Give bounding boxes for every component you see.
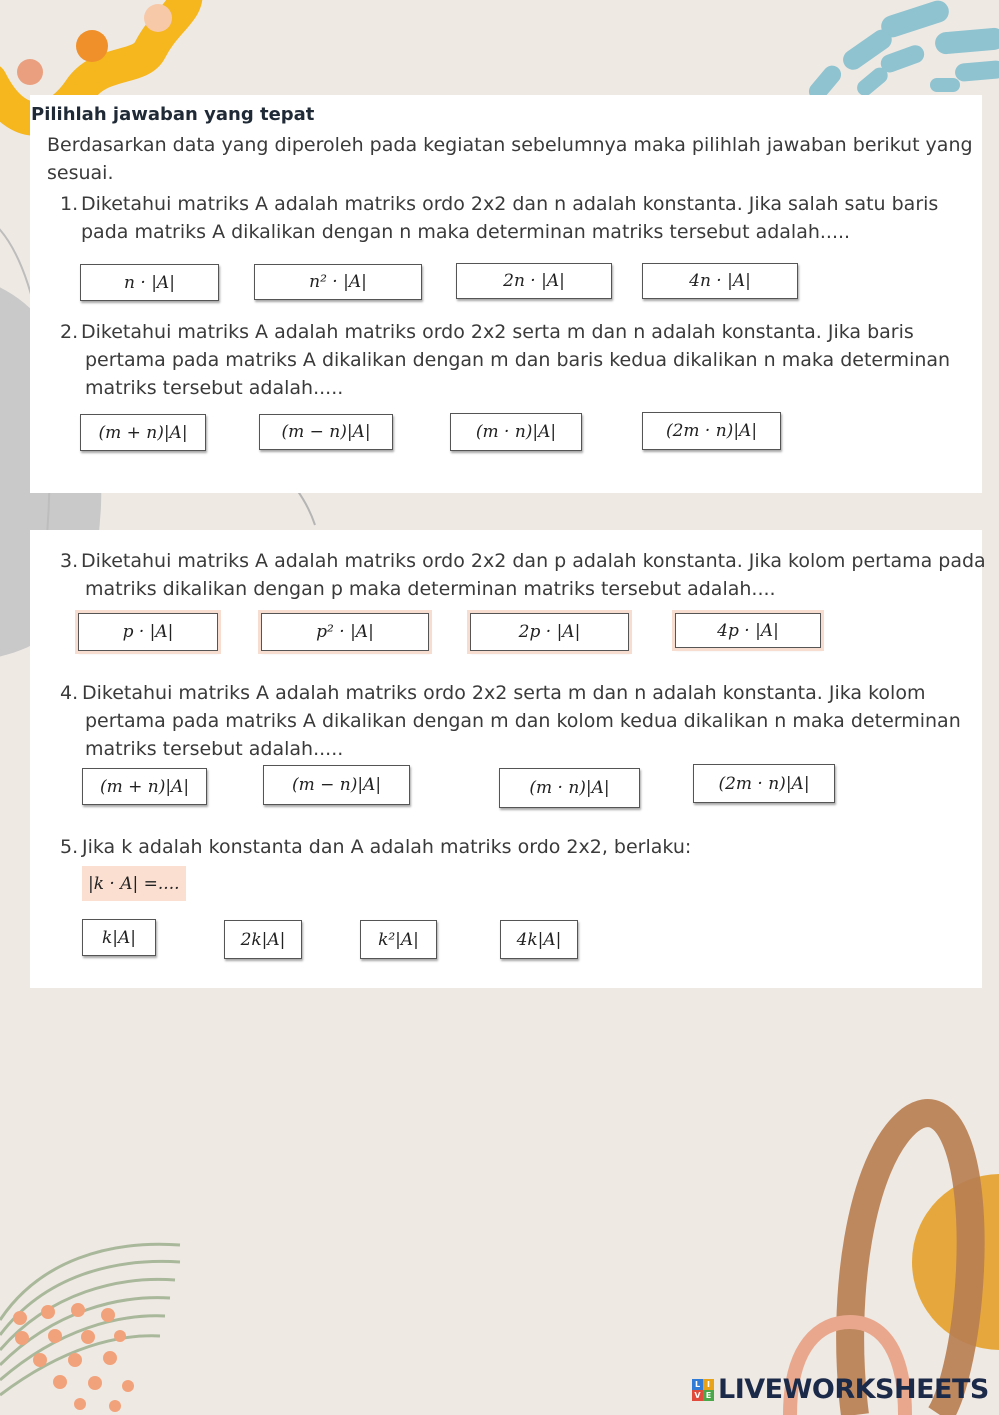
question-2-number: 2.: [60, 321, 79, 343]
blue-strokes-decoration: [805, 0, 999, 104]
question-3-number: 3.: [60, 550, 79, 572]
question-4-line-2: pertama pada matriks A dikalikan dengan m dan kolom kedua dikalikan n maka determinan: [85, 710, 961, 732]
q5-option-a[interactable]: k|A|: [82, 919, 156, 956]
q5-option-b[interactable]: 2k|A|: [224, 920, 302, 959]
intro-line-1: Berdasarkan data yang diperoleh pada kegiatan sebelumnya maka pilihlah jawaban berikut yang: [47, 134, 973, 156]
question-4-line-1: Diketahui matriks A adalah matriks ordo 2x2 serta m dan n adalah konstanta. Jika kolom: [82, 682, 926, 704]
question-5-formula: |k · A| =....: [82, 866, 186, 901]
page-title: Pilihlah jawaban yang tepat: [31, 104, 315, 125]
q4-option-c[interactable]: (m · n)|A|: [499, 768, 640, 808]
q3-option-b[interactable]: p² · |A|: [261, 613, 429, 651]
q1-option-c[interactable]: 2n · |A|: [456, 263, 612, 299]
question-4-number: 4.: [60, 682, 79, 704]
q3-option-c[interactable]: 2p · |A|: [470, 613, 629, 651]
bottom-right-shapes-decoration: [790, 1113, 999, 1415]
q4-option-b[interactable]: (m − n)|A|: [263, 765, 410, 805]
question-2-line-3: matriks tersebut adalah.....: [85, 377, 344, 399]
green-lines-decoration: [0, 1244, 180, 1395]
intro-line-2: sesuai.: [47, 162, 114, 184]
question-3-line-1: Diketahui matriks A adalah matriks ordo 2x2 dan p adalah konstanta. Jika kolom pertama pada: [81, 550, 986, 572]
q3-option-a[interactable]: p · |A|: [78, 613, 218, 651]
logo-text: LIVEWORKSHEETS: [718, 1374, 989, 1405]
q5-option-c[interactable]: k²|A|: [360, 920, 437, 959]
q4-option-d[interactable]: (2m · n)|A|: [693, 764, 835, 803]
question-1-number: 1.: [60, 193, 79, 215]
q3-option-d[interactable]: 4p · |A|: [675, 613, 821, 648]
question-5-line-1: Jika k adalah konstanta dan A adalah matriks ordo 2x2, berlaku:: [82, 836, 692, 858]
q2-option-c[interactable]: (m · n)|A|: [450, 413, 582, 451]
question-4-line-3: matriks tersebut adalah.....: [85, 738, 344, 760]
q4-option-a[interactable]: (m + n)|A|: [82, 768, 207, 805]
logo-mark-icon: L I V E: [692, 1379, 714, 1401]
question-3-line-2: matriks dikalikan dengan p maka determinan matriks tersebut adalah....: [85, 578, 776, 600]
q1-option-b[interactable]: n² · |A|: [254, 264, 422, 300]
question-1-line-1: Diketahui matriks A adalah matriks ordo 2x2 dan n adalah konstanta. Jika salah satu baris: [81, 193, 939, 215]
q2-option-a[interactable]: (m + n)|A|: [80, 414, 206, 451]
question-2-line-2: pertama pada matriks A dikalikan dengan m dan baris kedua dikalikan n maka determinan: [85, 349, 951, 371]
question-1-line-2: pada matriks A dikalikan dengan n maka determinan matriks tersebut adalah.....: [81, 221, 851, 243]
liveworksheets-logo: [692, 1374, 989, 1405]
question-5-number: 5.: [60, 836, 79, 858]
q2-option-d[interactable]: (2m · n)|A|: [642, 412, 781, 450]
q2-option-b[interactable]: (m − n)|A|: [259, 414, 393, 450]
q1-option-d[interactable]: 4n · |A|: [642, 263, 798, 299]
q5-option-d[interactable]: 4k|A|: [500, 920, 578, 959]
q1-option-a[interactable]: n · |A|: [80, 264, 219, 301]
question-2-line-1: Diketahui matriks A adalah matriks ordo 2x2 serta m dan n adalah konstanta. Jika baris: [81, 321, 914, 343]
